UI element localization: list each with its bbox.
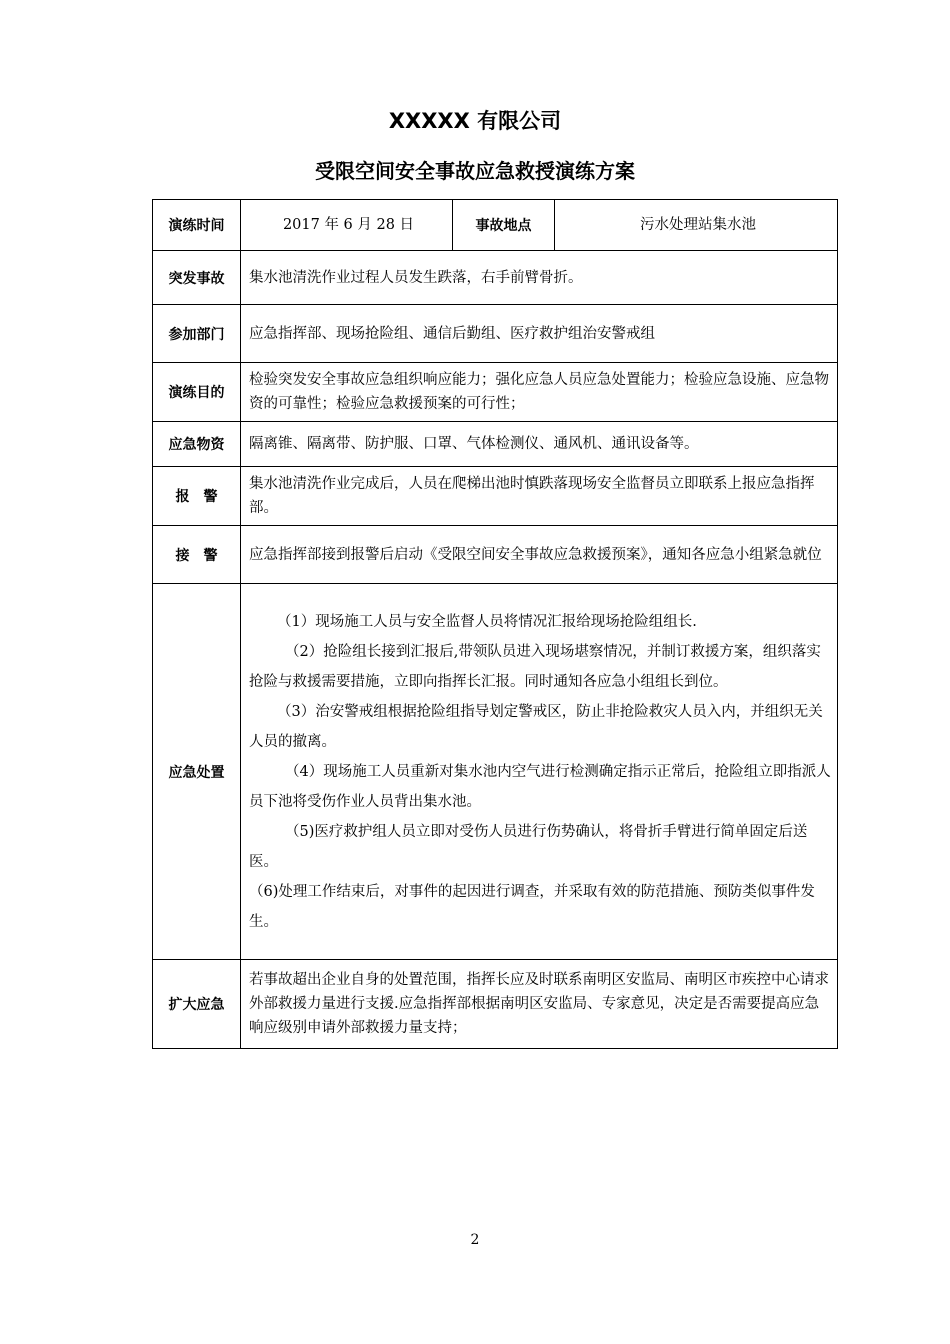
time-value: 2017 年 6 月 28 日 [241,200,453,251]
response-steps [241,584,838,960]
purpose-value: 检验突发安全事故应急组织响应能力；强化应急人员应急处置能力；检验应急设施、应急物资的可靠性；检验应急救援预案的可行性； [241,363,838,422]
page-number: 2 [470,1232,480,1248]
page-title: XXXXX 有限公司 [388,109,562,133]
incident-label: 突发事故 [153,251,241,305]
location-value: 污水处理站集水池 [555,200,838,251]
supplies-value: 隔离锥、隔离带、防护服、口罩、气体检测仪、通风机、通讯设备等。 [241,422,838,467]
row-response [153,584,838,960]
response-label: 应急处置 [153,584,241,960]
alarm-label: 报警 [153,467,241,526]
response-step: （1）现场施工人员与安全监督人员将情况汇报给现场抢险组组长. [277,613,697,630]
row-time-location [153,200,838,251]
drill-plan-table [152,199,838,1049]
expand-label: 扩大应急 [153,960,241,1049]
receive-label: 接警 [153,526,241,584]
incident-value: 集水池清洗作业过程人员发生跌落，右手前臂骨折。 [241,251,838,305]
alarm-value: 集水池清洗作业完成后，人员在爬梯出池时慎跌落现场安全监督员立即联系上报应急指挥部。 [241,467,838,526]
row-receive [153,526,838,584]
response-step: （3）治安警戒组根据抢险组指导划定警戒区，防止非抢险救灾人员入内，并组织无关人员的撤离。 [249,703,823,750]
response-step: （4）现场施工人员重新对集水池内空气进行检测确定指示正常后，抢险组立即指派人员下池将受伤作业人员背出集水池。 [249,763,831,810]
supplies-label: 应急物资 [153,422,241,467]
row-departments [153,305,838,363]
response-step: （5)医疗救护组人员立即对受伤人员进行伤势确认，将骨折手臂进行简单固定后送医。 [249,823,808,870]
purpose-label: 演练目的 [153,363,241,422]
response-step: （6)处理工作结束后，对事件的起因进行调查，并采取有效的防范措施、预防类似事件发生。 [249,883,815,930]
row-supplies [153,422,838,467]
expand-value: 若事故超出企业自身的处置范围，指挥长应及时联系南明区安监局、南明区市疾控中心请求外部救援力量进行支援.应急指挥部根据南明区安监局、专家意见，决定是否需要提高应急响应级别申请外部救援力量支持； [241,960,838,1049]
response-step: （2）抢险组长接到汇报后,带领队员进入现场堪察情况，并制订救援方案，组织落实抢险与救援需要措施，立即向指挥长汇报。同时通知各应急小组组长到位。 [249,643,821,690]
plan-title: 受限空间安全事故应急救授演练方案 [315,159,635,183]
row-expand [153,960,838,1049]
receive-value: 应急指挥部接到报警后启动《受限空间安全事故应急救援预案》，通知各应急小组紧急就位 [241,526,838,584]
departments-label: 参加部门 [153,305,241,363]
row-purpose [153,363,838,422]
row-alarm [153,467,838,526]
departments-value: 应急指挥部、现场抢险组、通信后勤组、医疗救护组治安警戒组 [241,305,838,363]
location-label: 事故地点 [453,200,555,251]
row-incident [153,251,838,305]
time-label: 演练时间 [153,200,241,251]
